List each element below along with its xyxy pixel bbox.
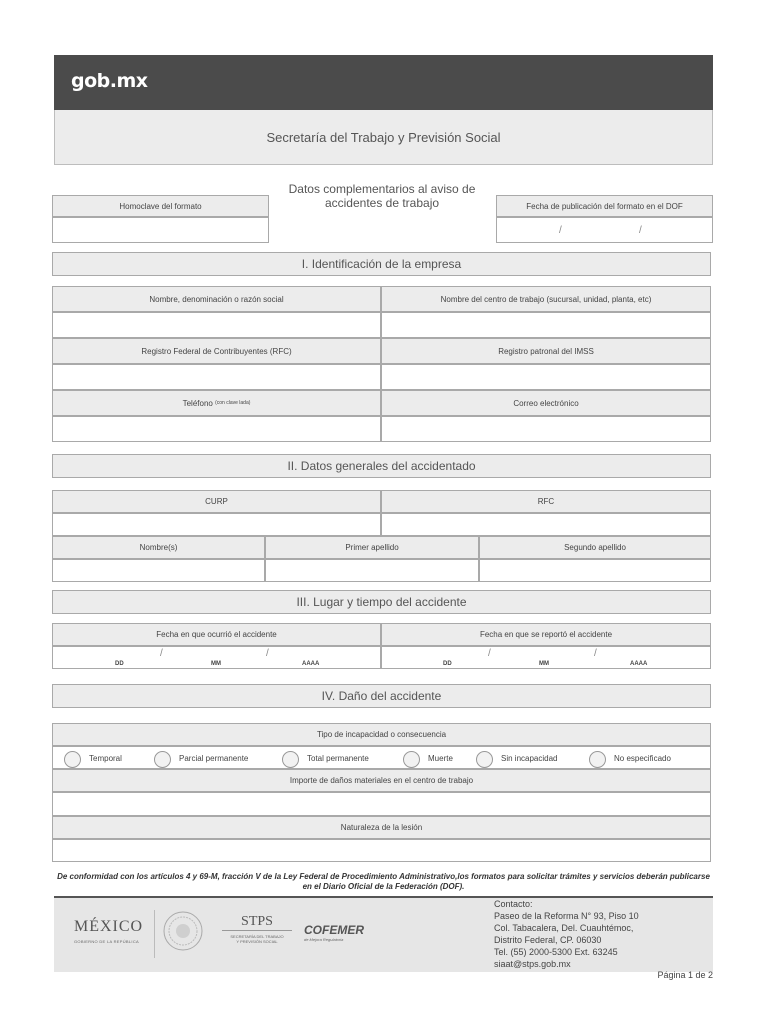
radio-parcial-permanente[interactable] [154,751,171,768]
correo-label: Correo electrónico [381,390,711,416]
rfc-empresa-label: Registro Federal de Contribuyentes (RFC) [52,338,381,364]
importe-field[interactable] [52,792,711,816]
fecha-reporto-label: Fecha en que se reportó el accidente [381,623,711,646]
radio-temporal[interactable] [64,751,81,768]
radio-no-especificado[interactable] [589,751,606,768]
mexico-subtitle: GOBIERNO DE LA REPÚBLICA [74,939,139,944]
naturaleza-label: Naturaleza de la lesión [52,816,711,839]
section-1-title: I. Identificación de la empresa [52,252,711,276]
section-4-title: IV. Daño del accidente [52,684,711,708]
nombres-label: Nombre(s) [52,536,265,559]
telefono-label: Teléfono (con clave lada) [52,390,381,416]
tipo-incapacidad-label: Tipo de incapacidad o consecuencia [52,723,711,746]
form-title: Datos complementarios al aviso de accidentes de trabajo [288,182,476,210]
rfc-accidentado-field[interactable] [381,513,711,536]
secretaria-banner: Secretaría del Trabajo y Previsión Social [54,110,713,165]
legal-note: De conformidad con los artículos 4 y 69-M, fracción V de la Ley Federal de Procedimiento Administrativo,los formatos para solicitar trámites y servicios deberán publicarse en el Diario Oficial de la Federación (DOF). [57,872,710,891]
page-number: Página 1 de 2 [657,970,713,980]
mexico-logo: MÉXICO [74,918,144,935]
tipo-incapacidad-options: Temporal Parcial permanente Total permanente Muerte Sin incapacidad No especificado [52,746,711,769]
footer [54,896,713,972]
section-3-title: III. Lugar y tiempo del accidente [52,590,711,614]
importe-label: Importe de daños materiales en el centro de trabajo [52,769,711,792]
telefono-field[interactable] [52,416,381,442]
imss-field[interactable] [381,364,711,390]
segundo-apellido-label: Segundo apellido [479,536,711,559]
radio-total-permanente[interactable] [282,751,299,768]
cofemer-logo: COFEMER de Mejora Regulatoria [304,923,364,942]
nombres-field[interactable] [52,559,265,582]
curp-field[interactable] [52,513,381,536]
rfc-empresa-field[interactable] [52,364,381,390]
homoclave-field[interactable] [52,217,269,243]
stps-logo: STPS SECRETARÍA DEL TRABAJO Y PREVISIÓN SOCIAL [222,914,292,944]
contact-email[interactable]: siaat@stps.gob.mx [494,959,571,969]
rfc-accidentado-label: RFC [381,490,711,513]
correo-field[interactable] [381,416,711,442]
radio-sin-incapacidad[interactable] [476,751,493,768]
section-2-title: II. Datos generales del accidentado [52,454,711,478]
telefono-note: (con clave lada) [215,400,251,406]
homoclave-label: Homoclave del formato [52,195,269,217]
centro-trabajo-field[interactable] [381,312,711,338]
segundo-apellido-field[interactable] [479,559,711,582]
contact-block: Contacto: Paseo de la Reforma N° 93, Piso 10 Col. Tabacalera, Del. Cuauhtémoc, Distrito Federal, CP. 06030 Tel. (55) 2000-5300 Ext. 63245 siaat@stps.gob.mx [494,899,639,969]
radio-muerte[interactable] [403,751,420,768]
centro-trabajo-label: Nombre del centro de trabajo (sucursal, unidad, planta, etc) [381,286,711,312]
fecha-ocurrio-label: Fecha en que ocurrió el accidente [52,623,381,646]
imss-label: Registro patronal del IMSS [381,338,711,364]
fecha-publicacion-field[interactable]: / / [496,217,713,243]
primer-apellido-field[interactable] [265,559,479,582]
top-banner [54,55,713,110]
curp-label: CURP [52,490,381,513]
primer-apellido-label: Primer apellido [265,536,479,559]
nombre-empresa-label: Nombre, denominación o razón social [52,286,381,312]
fecha-reporto-field[interactable]: DD / MM / AAAA [381,646,711,669]
seal-icon [162,910,204,952]
gobmx-logo: gob.mx [71,70,148,92]
nombre-empresa-field[interactable] [52,312,381,338]
fecha-ocurrio-field[interactable]: DD / MM / AAAA [52,646,381,669]
fecha-publicacion-label: Fecha de publicación del formato en el DOF [496,195,713,217]
naturaleza-field[interactable] [52,839,711,862]
